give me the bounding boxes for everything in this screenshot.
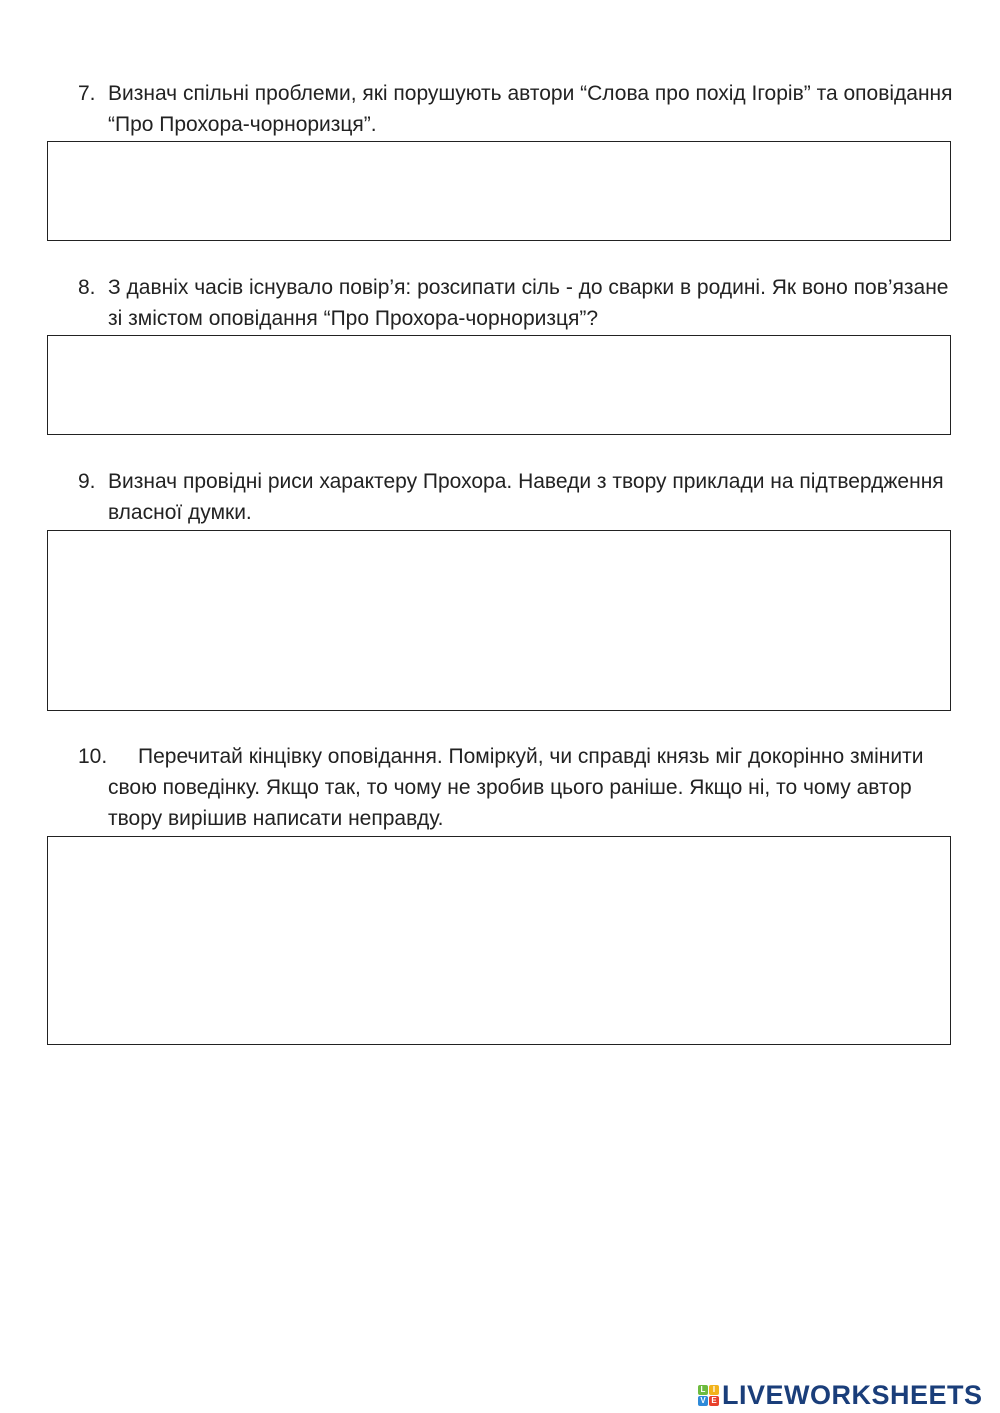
- question-text: Визнач провідні риси характеру Прохора. Наведи з твору приклади на підтвердження власної думки.: [108, 470, 944, 524]
- logo-text: LIVEWORKSHEETS: [722, 1380, 983, 1410]
- question-8: [78, 272, 958, 334]
- question-number: 8.: [78, 276, 96, 299]
- logo-tile: L: [698, 1385, 708, 1395]
- answer-box-7[interactable]: [47, 141, 951, 241]
- logo-tiles-icon: [698, 1385, 719, 1406]
- question-number: 10.: [78, 745, 108, 768]
- question-10: [78, 741, 958, 834]
- logo-tile: E: [709, 1396, 719, 1406]
- question-text: З давніх часів існувало повір’я: розсипати сіль - до сварки в родині. Як воно пов’язане зі змістом оповідання “Про Прохора-чорноризця”?: [108, 276, 949, 330]
- question-number: 9.: [78, 470, 96, 493]
- answer-box-9[interactable]: [47, 530, 951, 711]
- logo-tile: V: [698, 1396, 708, 1406]
- question-text: Визнач спільні проблеми, які порушують автори “Слова про похід Ігорів” та оповідання “Про Прохора-чорноризця”.: [108, 82, 953, 136]
- question-7: [78, 78, 958, 140]
- answer-box-8[interactable]: [47, 335, 951, 435]
- question-number: 7.: [78, 82, 96, 105]
- liveworksheets-logo: [698, 1380, 983, 1411]
- question-text: Перечитай кінцівку оповідання. Поміркуй, чи справді князь міг докорінно змінити свою поведінку. Якщо так, то чому не зробив цього раніше. Якщо ні, то чому автор твору вирішив написати неправду.: [108, 745, 924, 830]
- logo-tile: I: [709, 1385, 719, 1395]
- question-9: [78, 466, 958, 528]
- answer-box-10[interactable]: [47, 836, 951, 1045]
